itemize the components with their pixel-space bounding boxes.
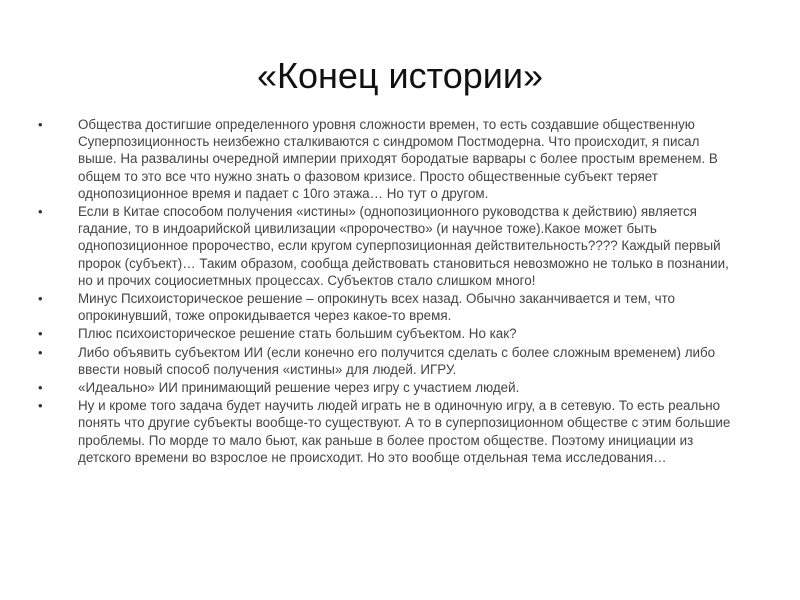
list-item [38,290,738,324]
slide-title: «Конец истории» [256,55,543,96]
bullet-text: Либо объявить субъектом ИИ (если конечно его получится сделать с более сложным временем) либо ввести новый способ получения «истины» для людей. ИГРУ. [78,344,716,377]
bullet-icon: • [38,291,43,307]
bullet-icon: • [38,117,43,132]
bullet-text: Плюс психоисторическое решение стать большим субъектом. Но как? [78,326,517,342]
list-item [38,344,738,378]
list-item [38,397,738,466]
bullet-icon: • [38,344,43,360]
list-item [38,325,738,342]
list-item [38,116,738,202]
list-item [38,379,738,396]
list-item [38,203,738,289]
bullet-icon: • [38,326,43,342]
bullet-list [38,116,738,467]
bullet-text: Если в Китае способом получения «истины» (однопозиционного руководства к действию) является гадание, то в индоарийской цивилизации «пророчество» (и научное тоже).Какое может быть однопозиционное пророчество, если кругом суперпозиционная действительность???? Каждый первый пророк (субъект)… Таким образом, сообща действовать становиться невозможно не только в познании, но и прочих социосиетмных процессах. Субъектов стало слишком много! [78,204,729,288]
bullet-icon: • [38,380,43,396]
bullet-icon: • [38,398,43,414]
bullet-text: Минус Психоисторическое решение – опрокинуть всех назад. Обычно заканчивается и тем, что опрокинувший, тоже опрокидывается через какое-то время. [78,291,675,324]
bullet-icon: • [38,204,43,220]
bullet-text: Ну и кроме того задача будет научить людей играть не в одиночную игру, а в сетевую. То есть реально понять что другие субъекты вообще-то существуют. А то в суперпозиционном обществе с этим большие проблемы. По морде то мало бьют, как раньше в более простом обществе. Поэтому инициации из детского времени во взрослое не происходит. Но это вообще отдельная тема исследования… [78,398,731,465]
bullet-text: Общества достигшие определенного уровня сложности времен, то есть создавшие общественную Суперпозиционность неизбежно сталкиваются с синдромом Постмодерна. Что происходит, я писал выше. На развалины очередной империи приходят бородатые варвары с более простым временем. В общем то это все что нужно знать о фазовом кризисе. Просто общественные субъект теряет однопозиционное время и падает с 10го этажа… Но тут о другом. [78,117,718,201]
bullet-text: «Идеально» ИИ принимающий решение через игру с участием людей. [78,380,520,396]
